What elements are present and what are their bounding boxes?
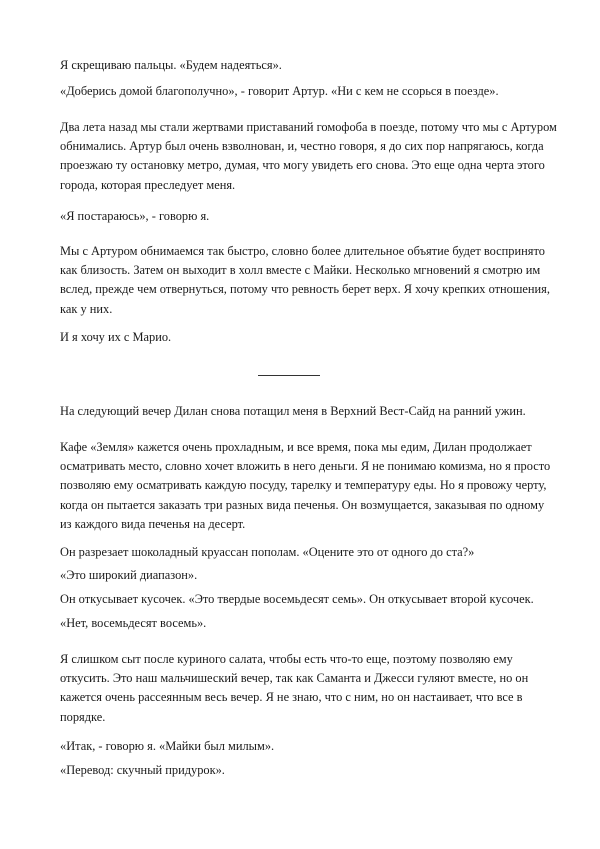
paragraph-14 [60, 737, 550, 756]
text-line: из каждого вида печенья на десерт. [60, 516, 246, 531]
text-line: «Итак, - говорю я. «Майки был милым». [60, 739, 275, 753]
text-line: Мы с Артуром обнимаемся так быстро, словно более длительное объятие будет воспринято [60, 244, 545, 258]
paragraph-8 [60, 438, 550, 534]
text-line: когда он пытается заказать три разных вида печенья. Он возмущается, заказывая по одному [60, 497, 545, 512]
text-line: проезжаю ту остановку метро, думая, что могу увидеть его снова. Это еще одна черта этого [60, 158, 545, 173]
text-line: Я слишком сыт после куриного салата, чтобы есть что-то еще, поэтому позволяю ему [60, 652, 513, 666]
text-line: «Это широкий диапазон». [60, 568, 198, 582]
paragraph-2 [60, 82, 550, 101]
text-line: «Я постараюсь», - говорю я. [60, 209, 210, 223]
text-line: вслед, прежде чем отвернуться, потому что ревность берет верх. Я хочу крепких отношения, [60, 282, 550, 297]
section-divider [258, 375, 320, 376]
text-line: как близость. Затем он выходит в холл вместе с Майки. Несколько мгновений я смотрю им [60, 263, 541, 278]
text-line: Два лета назад мы стали жертвами приставаний гомофоба в поезде, потому что мы с Артуром [60, 120, 557, 134]
paragraph-15 [60, 761, 550, 780]
text-line: позволяю ему осматривать каждую посуду, тарелку и температуру еды. Но я провожу черту, [60, 478, 547, 493]
text-line: осматривать место, словно хочет вложить в него деньги. Я не понимаю комизма, но я просто [60, 459, 551, 474]
paragraph-12 [60, 614, 550, 633]
text-line: кажется очень рассеянным весь вечер. Я не знаю, что с ним, но он настаивает, что все в [60, 690, 523, 705]
paragraph-3 [60, 118, 557, 195]
text-line: На следующий вечер Дилан снова потащил меня в Верхний Вест-Сайд на ранний ужин. [60, 404, 526, 418]
text-line: города, которая преследует меня. [60, 177, 236, 192]
text-line: «Перевод: скучный придурок». [60, 763, 225, 777]
paragraph-10 [60, 566, 550, 585]
paragraph-4 [60, 207, 550, 226]
paragraph-7 [60, 402, 550, 421]
text-line: откусить. Это наш мальчишеский вечер, так как Саманта и Джесси гуляют вместе, но он [60, 671, 529, 686]
paragraph-13 [60, 650, 550, 727]
text-line: «Доберись домой благополучно», - говорит Артур. «Ни с кем не ссорься в поезде». [60, 84, 499, 98]
text-line: Я скрещиваю пальцы. «Будем надеяться». [60, 58, 282, 72]
paragraph-11 [60, 590, 550, 609]
paragraph-1 [60, 56, 550, 75]
text-line: «Нет, восемьдесят восемь». [60, 616, 207, 630]
text-line: Он откусывает кусочек. «Это твердые восемьдесят семь». Он откусывает второй кусочек. [60, 592, 534, 606]
text-line: Он разрезает шоколадный круассан пополам. «Оцените это от одного до ста?» [60, 545, 475, 559]
text-line: как у них. [60, 301, 113, 316]
text-line: порядке. [60, 709, 106, 724]
text-line: И я хочу их с Марио. [60, 330, 172, 344]
text-line: обнимались. Артур был очень взволнован, и, честно говоря, я до сих пор напрягаюсь, когда [60, 139, 544, 154]
paragraph-5 [60, 242, 550, 319]
paragraph-9 [60, 543, 550, 562]
paragraph-6 [60, 328, 550, 347]
text-line: Кафе «Земля» кажется очень прохладным, и все время, пока мы едим, Дилан продолжает [60, 440, 532, 454]
